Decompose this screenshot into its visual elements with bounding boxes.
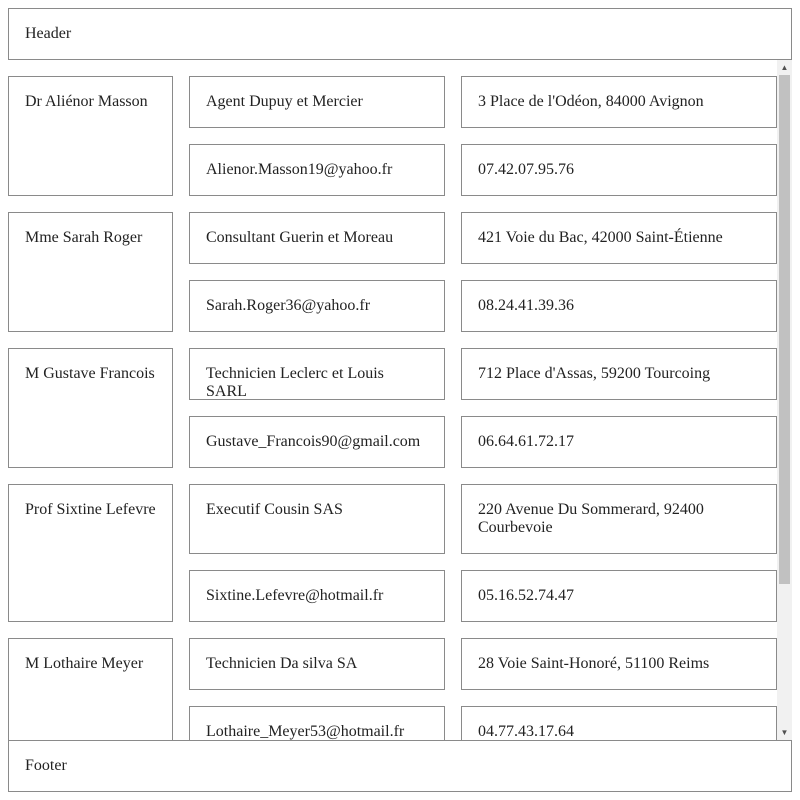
contact-phone-cell: [461, 570, 777, 622]
contact-role: Consultant Guerin et Moreau: [206, 229, 394, 246]
contact-phone: 04.77.43.17.64: [478, 723, 574, 740]
contact-phone-cell: [461, 416, 777, 468]
contact-role-cell: [189, 348, 445, 400]
contact-email-cell: [189, 706, 445, 740]
arrow-up-icon[interactable]: ▲: [780, 63, 789, 72]
contact-email-cell: [189, 570, 445, 622]
contact-email: Gustave_Francois90@gmail.com: [206, 433, 421, 450]
contact-address-cell: [461, 638, 777, 690]
contact-name-cell: [8, 212, 173, 332]
contact-role: Technicien Da silva SA: [206, 655, 358, 672]
contact-email: Sixtine.Lefevre@hotmail.fr: [206, 587, 384, 604]
contact-address: 28 Voie Saint-Honoré, 51100 Reims: [478, 655, 710, 672]
contact-name: M Lothaire Meyer: [25, 655, 144, 672]
header-label: Header: [25, 25, 72, 42]
contact-address: 421 Voie du Bac, 42000 Saint-Étienne: [478, 229, 723, 246]
contact-phone: 07.42.07.95.76: [478, 161, 574, 178]
contact-email-cell: [189, 280, 445, 332]
contact-address: 712 Place d'Assas, 59200 Tourcoing: [478, 365, 711, 382]
contact-email: Lothaire_Meyer53@hotmail.fr: [206, 723, 405, 740]
contact-email: Sarah.Roger36@yahoo.fr: [206, 297, 371, 314]
contact-address-cell: [461, 484, 777, 554]
contact-email: Alienor.Masson19@yahoo.fr: [206, 161, 393, 178]
contact-phone: 08.24.41.39.36: [478, 297, 574, 314]
contact-role: Agent Dupuy et Mercier: [206, 93, 363, 110]
contact-address-cell: [461, 76, 777, 128]
contact-role: Technicien Leclerc et Louis SARL: [206, 365, 384, 400]
contact-email-cell: [189, 144, 445, 196]
contact-name: Dr Aliénor Masson: [25, 93, 148, 110]
contact-phone: 05.16.52.74.47: [478, 587, 574, 604]
contact-phone: 06.64.61.72.17: [478, 433, 574, 450]
contact-name-cell: [8, 348, 173, 468]
contact-role: Executif Cousin SAS: [206, 501, 343, 518]
contact-address-cell: [461, 348, 777, 400]
arrow-down-icon[interactable]: ▼: [780, 728, 789, 737]
contact-phone-cell: [461, 280, 777, 332]
scrollbar-thumb[interactable]: [779, 75, 790, 584]
contact-address: 220 Avenue Du Sommerard, 92400 Courbevoie: [478, 501, 704, 536]
contact-phone-cell: [461, 706, 777, 740]
contact-name-cell: [8, 76, 173, 196]
footer-label: Footer: [25, 757, 67, 774]
contact-role-cell: [189, 212, 445, 264]
page-header: [8, 8, 792, 60]
contact-address: 3 Place de l'Odéon, 84000 Avignon: [478, 93, 704, 110]
contact-name: Prof Sixtine Lefevre: [25, 501, 156, 518]
contact-name-cell: [8, 484, 173, 622]
vertical-scrollbar[interactable]: [777, 60, 792, 740]
contact-phone-cell: [461, 144, 777, 196]
contact-role-cell: [189, 76, 445, 128]
contact-name: Mme Sarah Roger: [25, 229, 143, 246]
contact-role-cell: [189, 638, 445, 690]
page-footer: [8, 740, 792, 792]
contact-role-cell: [189, 484, 445, 554]
contact-name: M Gustave Francois: [25, 365, 155, 382]
contact-address-cell: [461, 212, 777, 264]
contact-email-cell: [189, 416, 445, 468]
contact-name-cell: [8, 638, 173, 740]
contact-list[interactable]: [0, 60, 778, 740]
